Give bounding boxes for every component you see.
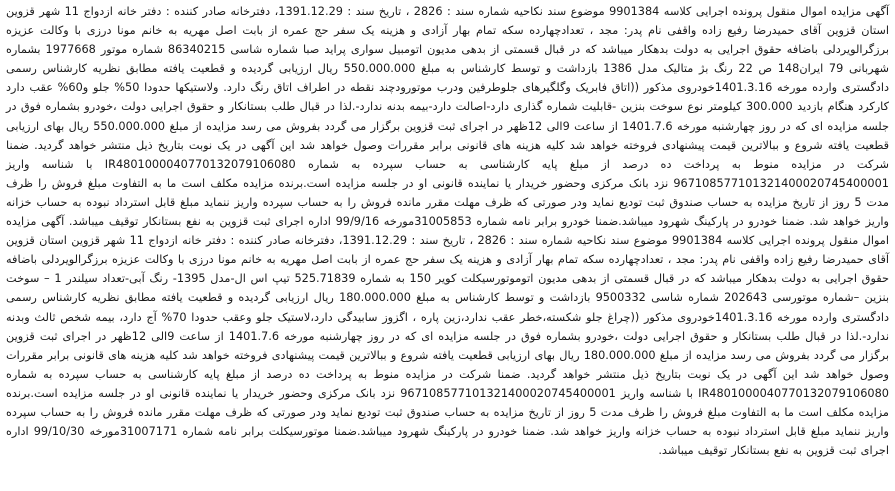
auction-notice-text: آگهی مزایده اموال منقول پرونده اجرایی کلاسه 9901384 موضوع سند نکاحیه شماره سند : 2826 ، تاریخ سند : 1391.12.29، دفترخانه صادر کننده : دفتر خانه ازدواج 11 شهر قزوین استان قزوین آقای حمیدرضا رفیع زاده واقفی نام پدر: مجد ، تعدادچهارده سکه تمام بهار آزادی و هزینه یک سفر حج عمره از بابت اصل مهریه به خانم مونا درزی با وکالت عزیزه برزگرالویردلی باضافه حقوق اجرایی به دولت بدهکار میباشد که در قبال قسمتی از بدهی مدیون اتومبیل سواری پراید صبا شماره شاسی 86340215 شماره موتور 1977668 بشماره شهربانی 79 ایران148 ص 22 رنگ بژ متالیک مدل 1386 بازداشت و توسط کارشناس به مبلغ 550.000.000 ریال ارزیابی گردیده و قطعیت یافته مطابق نظریه کارشناس رسمی دادگستری وارده مورخه 1401.3.16خودروی مذکور ((اتاق فابریک وگلگیرهای جلوطرفین ودرب موتورودچند نقطه در اطراف اتاق رنگ دارد. ولاستیکها حدودا 50% جلو و60% عقب دارد کارکرد هنگام بازدید 300.000 کیلومتر نوع سوخت بنزین -قابلیت شماره گذاری دارد-اصالت دارد-بیمه بدنه ندارد-.لذا در قبال طلب بستانکار و حقوق اجرایی دولت ،خودرو بشماره فوق در جلسه مزایده ای که در روز چهارشنبه مورخه 1401.7.6 از ساعت 9الی 12ظهر در اجرای ثبت قزوین برگزار می گردد بفروش می رسد مزایده از مبلغ 550.000.000 ریال بهای ارزیابی قطعیت یافته شروع و ببالاترین قیمت پیشنهادی فروخته خواهد شد کلیه هزینه های قانونی برابر مقررات وصول خواهد شد این آگهی در یک نوبت بتاریخ ذیل منتشر خواهد گردید. ضمنا شرکت در مزایده منوط به پرداخت ده درصد از مبلغ پایه کارشناسی به حساب سپرده به شماره IR480100004077013207910608​0 با شناسه واریز 967108577101321400020745400001 نزد بانک مرکزی وحضور خریدار یا نماینده قانونی او در جلسه مزایده است.برنده مزایده مکلف است ما به التفاوت مبلغ فروش را ظرف مدت 5 روز از تاریخ مزایده به حساب صندوق ثبت تودیع نماید ودر صورتی که ظرف مهلت مقرر مانده فروش را به حساب سپرده واریز ننماید مبلغ قابل استرداد نبوده به حساب خزانه واریز خواهد شد. ضمنا خودرو در پارکینگ شهرود میباشد.ضمنا خودرو برابر نامه شماره 31005853مورخه 99/9/16 اداره اجرای ثبت قزوین به نفع بستانکار توقیف میباشد. آگهی مزایده اموال منقول پرونده اجرایی کلاسه 9901384 موضوع سند نکاحیه شماره سند : 2826 ، تاریخ سند : 1391.12.29، دفترخانه صادر کننده : دفتر خانه ازدواج 11 شهر قزوین استان قزوین آقای حمیدرضا رفیع زاده واقفی نام پدر: مجد ، تعدادچهارده سکه تمام بهار آزادی و هزینه یک سفر حج عمره از بابت اصل مهریه به خانم مونا درزی با وکالت عزیزه برزگرالویردلی باضافه حقوق اجرایی به دولت بدهکار میباشد که در قبال قسمتی از بدهی مدیون اتوموتورسیکلت کویر 150 به شماره 525.71839 تیپ اس ال-مدل 1395- رنگ آبی-تعداد سیلندر 1 – سوخت بنزین –شماره موتورسی 202643 شماره شاسی 9500332 بازداشت و توسط کارشناس به مبلغ 180.000.000 ریال ارزیابی گردیده و قطعیت یافته مطابق نظریه کارشناس رسمی دادگستری وارده مورخه 1401.3.16خودروی مذکور ((چراغ جلو شکسته،خطر عقب ندارد،زین پاره ، اگزوز سابیدگی دارد،لاستیک جلو وعقب حدودا 70% آج دارد، بیمه شخص ثالث وبدنه ندارد-.لذا در قبال طلب بستانکار و حقوق اجرایی دولت ،خودرو بشماره فوق در جلسه مزایده ای که در روز چهارشنبه مورخه 1401.7.6 از ساعت 9الی 12ظهر در اجرای ثبت قزوین برگزار می گردد بفروش می رسد مزایده از مبلغ 180.000.000 ریال بهای ارزیابی قطعیت یافته شروع و ببالاترین قیمت پیشنهادی فروخته خواهد شد کلیه هزینه های قانونی برابر مقررات وصول خواهد شد این آگهی در یک نوبت بتاریخ ذیل منتشر خواهد گردید. ضمنا شرکت در مزایده منوط به پرداخت ده درصد از مبلغ پایه کارشناسی به حساب سپرده به شماره IR480100004077013207910608​0 با شناسه واریز 967108577101321400020745400001 نزد بانک مرکزی وحضور خریدار یا نماینده قانونی او در جلسه مزایده است.برنده مزایده مکلف است ما به التفاوت مبلغ فروش را ظرف مدت 5 روز از تاریخ مزایده به حساب صندوق ثبت تودیع نماید ودر صورتی که ظرف مهلت مقرر مانده فروش را به حساب سپرده واریز ننماید مبلغ قابل استرداد نبوده به حساب خزانه واریز خواهد شد. ضمنا خودرو در پارکینگ شهرود میباشد.ضمنا موتورسیکلت برابر نامه شماره 31007171مورخه 99/10/30 اداره اجرای ثبت قزوین به نفع بستانکار توقیف میباشد. [6,5,890,458]
